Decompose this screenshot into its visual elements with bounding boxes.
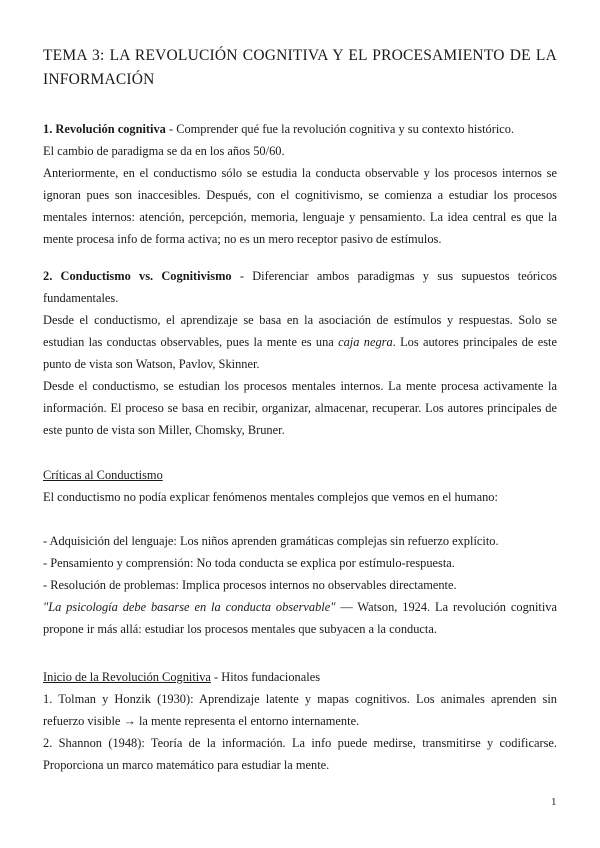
- section-2-heading: 2. Conductismo vs. Cognitivismo: [43, 269, 232, 283]
- section-2-p1-start: Desde el conductismo, el aprendizaje se basa en la asociación de estímulos y respuestas. Solo se estudian las conductas observables, pues la mente es una: [43, 313, 557, 349]
- section-4-subtitle: - Hitos fundacionales: [210, 670, 321, 684]
- criticism-item-3: - Resolución de problemas: Implica procesos internos no observables directamente.: [43, 578, 457, 592]
- document-title: [43, 44, 557, 92]
- watson-quote-rest: — Watson, 1924. La revolución cognitiva propone ir más allá: estudiar los procesos mentales que subyacen a la conducta.: [43, 600, 557, 636]
- criticism-item-2: - Pensamiento y comprensión: No toda conducta se explica por estímulo-respuesta.: [43, 556, 455, 570]
- section-3-heading: Críticas al Conductismo: [43, 468, 163, 482]
- watson-quote: "La psicología debe basarse en la conducta observable": [43, 600, 336, 614]
- section-1-subtitle: - Comprender qué fue la revolución cognitiva y su contexto histórico.: [165, 122, 515, 136]
- caja-negra-term: caja negra: [338, 335, 393, 349]
- milestone-item-2: 2. Shannon (1948): Teoría de la información. La info puede medirse, transmitirse y codificarse. Proporciona un marco matemático para estudiar la mente.: [43, 736, 557, 772]
- section-1-paragraph-2: Anteriormente, en el conductismo sólo se estudia la conducta observable y los procesos internos se ignoran pues son inaccesibles. Después, con el cognitivismo, se comienza a estudiar los procesos mentales internos: atención, percepción, memoria, lenguaje y pensamiento. La idea central es que la mente procesa info de forma activa; no es un mero receptor pasivo de estímulos.: [43, 166, 557, 246]
- criticism-item-1: - Adquisición del lenguaje: Los niños aprenden gramáticas complejas sin refuerzo explícito.: [43, 534, 499, 548]
- title-line-2: INFORMACIÓN: [43, 71, 155, 88]
- page-number: 1: [551, 796, 557, 808]
- section-2-paragraph-2: Desde el conductismo, se estudian los procesos mentales internos. La mente procesa activamente la información. El proceso se basa en recibir, organizar, almacenar, recuperar. Los autores principales de este punto de vista son Miller, Chomsky, Bruner.: [43, 379, 557, 437]
- watson-quote-paragraph: [43, 596, 557, 640]
- section-1-heading: 1. Revolución cognitiva: [43, 122, 166, 136]
- milestone-item-1: 1. Tolman y Honzik (1930): Aprendizaje latente y mapas cognitivos. Los animales aprenden sin refuerzo visible → la mente representa el entorno internamente.: [43, 692, 557, 728]
- section-1-paragraph-1: El cambio de paradigma se da en los años 50/60.: [43, 144, 285, 158]
- section-3-heading-line: [43, 464, 557, 486]
- section-2-subtitle: - Diferenciar ambos paradigmas y sus supuestos teóricos fundamentales.: [43, 269, 557, 305]
- section-4-heading: Inicio de la Revolución Cognitiva: [43, 670, 211, 684]
- section-2-p1-end: . Los autores principales de este punto de vista son Watson, Pavlov, Skinner.: [43, 335, 557, 371]
- title-line-1: TEMA 3: LA REVOLUCIÓN COGNITIVA Y EL PROCESAMIENTO DE LA: [43, 47, 557, 64]
- section-3-intro: El conductismo no podía explicar fenómenos mentales complejos que vemos en el humano:: [43, 490, 498, 504]
- section-1-heading-line: [43, 118, 557, 140]
- section-4-heading-line: [43, 666, 557, 688]
- section-2-paragraph-1: [43, 309, 557, 375]
- section-2-heading-line: [43, 265, 557, 309]
